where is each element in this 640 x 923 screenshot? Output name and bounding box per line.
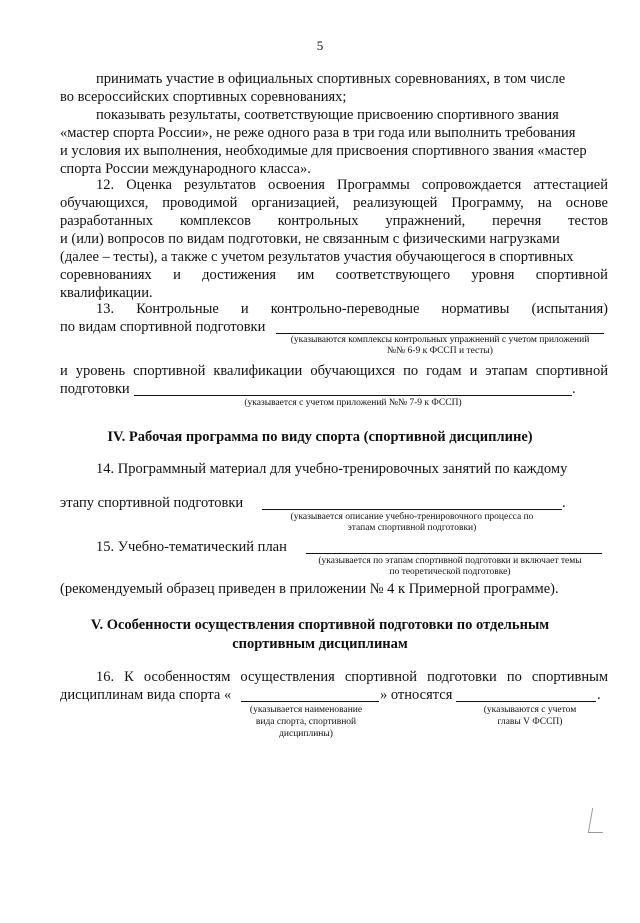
word: обучающихся: [310, 363, 396, 379]
text-line: этапу спортивной подготовки: [60, 495, 244, 511]
word: комплексов: [179, 213, 251, 229]
section-heading: спортивным дисциплинам: [232, 636, 408, 652]
word: и: [173, 267, 181, 283]
word: Программу,: [451, 195, 524, 211]
text-line: принимать участие в официальных спортивных соревнованиях, в том числе: [96, 71, 566, 87]
text-line: спорта России международного класса».: [60, 161, 311, 177]
word: спортивной: [535, 363, 608, 379]
word: контрольно-переводные: [270, 301, 420, 317]
justified-line: [60, 212, 608, 230]
word: спортивной: [133, 363, 206, 379]
word: разработанных: [60, 213, 153, 229]
word: по: [506, 669, 522, 685]
section-heading: V. Особенности осуществления спортивной подготовки по отдельным: [90, 617, 550, 633]
text-line: дисциплинам вида спорта «: [60, 687, 232, 703]
text-line: квалификации.: [60, 285, 153, 301]
word: проводимой: [162, 195, 238, 211]
word: перечня: [492, 213, 542, 229]
footnote: (указываются с учетом: [483, 705, 577, 715]
text-line: по видам спортивной подготовки: [60, 319, 266, 335]
word: тестов: [568, 213, 608, 229]
word: и: [60, 363, 68, 379]
footnote: по теоретической подготовке): [389, 567, 511, 577]
footnote: (указывается наименование: [249, 705, 363, 715]
word: осуществления: [240, 669, 335, 685]
word: аттестацией: [533, 177, 608, 193]
word: результатов: [183, 177, 256, 193]
word: по: [403, 363, 419, 379]
text-period: .: [562, 495, 566, 511]
text-line: (далее – тесты), а также с учетом результатов участия обучающегося в спортивных: [60, 249, 574, 265]
text-line: «мастер спорта России», не реже одного раза в три года или выполнить требования: [60, 125, 576, 141]
text-line: (рекомендуемый образец приведен в приложении № 4 к Примерной программе).: [60, 581, 559, 597]
word: и: [469, 363, 478, 379]
word: спортивной: [344, 669, 418, 685]
word: достижения: [202, 267, 277, 283]
page-number: 5: [316, 38, 324, 53]
word: Оценка: [126, 177, 172, 193]
text-period: .: [572, 381, 576, 397]
footnote: главы V ФССП): [497, 717, 563, 727]
word: (испытания): [531, 301, 608, 317]
text-line: подготовки: [60, 381, 130, 397]
word: спортивной: [535, 267, 608, 283]
word: нормативы: [441, 301, 510, 317]
word: 13.: [96, 301, 115, 317]
word: и: [240, 301, 249, 317]
word: уровня: [471, 267, 515, 283]
word: соревнованиях: [60, 267, 152, 283]
word: квалификации: [213, 363, 303, 379]
footnote: №№ 6-9 к ФССП и тесты): [387, 346, 493, 356]
word: на: [537, 195, 552, 211]
footnote: (указывается описание учебно-тренировочного процесса по: [290, 512, 534, 522]
footnote: (указывается с учетом приложений №№ 7-9 к ФССП): [244, 398, 462, 408]
word: уровень: [75, 363, 126, 379]
word: Программы: [337, 177, 410, 193]
word: обучающихся,: [60, 195, 149, 211]
word: им: [297, 267, 315, 283]
text-line: » относятся: [380, 687, 453, 703]
word: 12.: [96, 177, 115, 193]
word: этапам: [485, 363, 528, 379]
footnote: вида спорта, спортивной: [255, 717, 357, 727]
footnote: (указывается по этапам спортивной подготовки и включает темы: [318, 556, 582, 566]
text-line: показывать результаты, соответствующие присвоению спортивного звания: [96, 107, 559, 123]
text-line: и (или) вопросов по видам подготовки, не связанным с физическими нагрузками: [60, 231, 560, 247]
text-period: .: [597, 687, 601, 703]
text-line: и условия их выполнения, необходимые для присвоения спортивного звания «мастер: [60, 143, 587, 159]
word: реализующей: [353, 195, 438, 211]
scan-mark: [588, 808, 607, 833]
justified-line: [60, 266, 608, 284]
word: особенностям: [143, 669, 231, 685]
fill-in-line: [456, 701, 596, 702]
word: годам: [426, 363, 462, 379]
fill-in-line: [241, 701, 379, 702]
text-line: во всероссийских спортивных соревнованиях;: [60, 89, 347, 105]
justified-line: [60, 362, 608, 380]
justified-line: [96, 176, 608, 194]
text-line: 14. Программный материал для учебно-тренировочных занятий по каждому: [96, 461, 568, 477]
word: спортивным: [531, 669, 608, 685]
word: освоения: [268, 177, 325, 193]
text-line: 15. Учебно-тематический план: [96, 539, 287, 555]
footnote: этапам спортивной подготовки): [347, 523, 477, 533]
justified-line: [60, 194, 608, 212]
word: организацией,: [251, 195, 340, 211]
fill-in-line: [262, 509, 562, 510]
section-heading: IV. Рабочая программа по виду спорта (спортивной дисциплине): [107, 429, 533, 445]
word: контрольных: [277, 213, 359, 229]
word: соответствующего: [335, 267, 451, 283]
word: К: [124, 669, 134, 685]
fill-in-line: [134, 395, 572, 396]
footnote: (указываются комплексы контрольных упражнений с учетом приложений: [290, 335, 590, 345]
word: сопровождается: [421, 177, 522, 193]
word: подготовки: [427, 669, 497, 685]
word: 16.: [96, 669, 115, 685]
word: Контрольные: [136, 301, 219, 317]
word: упражнений,: [385, 213, 466, 229]
justified-line: [96, 300, 608, 318]
footnote: дисциплины): [279, 729, 333, 739]
word: основе: [565, 195, 608, 211]
justified-line: [96, 668, 608, 686]
fill-in-line: [306, 553, 602, 554]
fill-in-line: [276, 333, 604, 334]
